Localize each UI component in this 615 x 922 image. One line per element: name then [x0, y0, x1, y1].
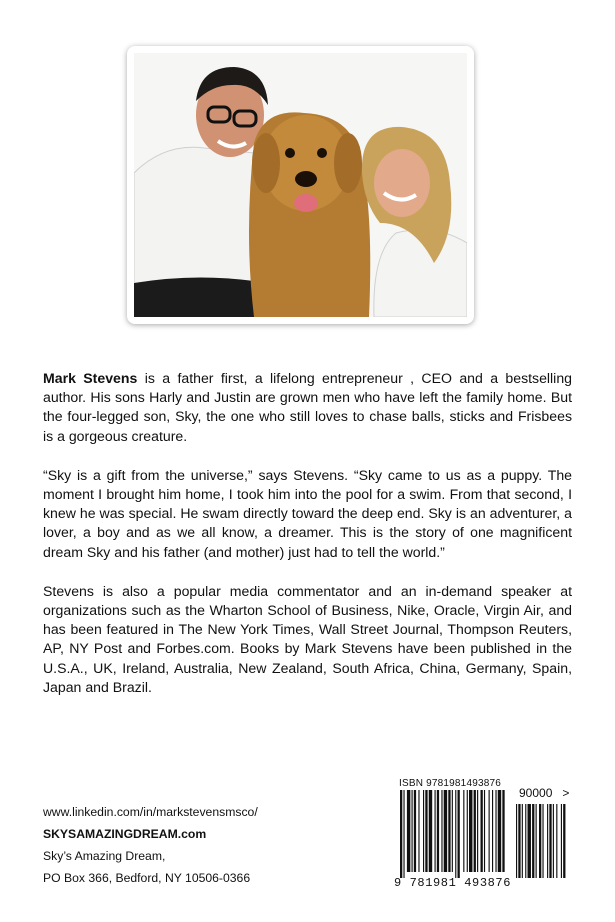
barcode-addon-bar: [542, 804, 543, 878]
barcode-addon-bar: [563, 804, 565, 878]
author-bio: [43, 369, 572, 717]
isbn-label: ISBN 9781981493876: [399, 778, 502, 789]
bio-paragraph-2: “Sky is a gift from the universe,” says Stevens. “Sky came to us as a puppy. The moment I brought him home, I took him into the pool for a swim. From that second, I knew he was special. He swam directly toward the deep end. Sky is an adventurer, a lover, a boy and as we all know, a dreamer. This is the story of one magnificent dream Sky and his father (and mother) just had to tell the world.”: [43, 466, 572, 560]
barcode-bar: [407, 790, 410, 872]
barcode-addon-bar: [532, 804, 534, 878]
barcode-addon-bar: [525, 804, 526, 878]
barcode-bar: [414, 790, 416, 872]
bio-paragraph-1-text: is a father first, a lifelong entrepreneur , CEO and a bestselling author. His sons Harly and Justin are grown men who have left the family home. But the four-legged son, Sky, the one who still loves to chase balls, sticks and Frisbees is a gorgeous creature.: [43, 370, 572, 444]
barcode-bar: [481, 790, 483, 872]
barcode-addon-bar: [561, 804, 562, 878]
barcode-addon-bar: [553, 804, 554, 878]
barcode-bar: [458, 790, 460, 878]
barcode-bar: [498, 790, 501, 872]
barcode-addon-bar: [549, 804, 551, 878]
barcode-bar: [400, 790, 402, 878]
barcode-bar: [435, 790, 436, 872]
barcode-bar: [452, 790, 453, 872]
barcode-bar: [477, 790, 478, 872]
barcode-bar: [489, 790, 490, 872]
barcode-bar: [412, 790, 413, 872]
barcode-addon-code: 90000: [519, 786, 553, 800]
barcode-bar: [425, 790, 427, 872]
barcode-bar: [448, 790, 450, 872]
barcode-addon-bar: [547, 804, 548, 878]
bio-paragraph-3: Stevens is also a popular media commentator and an in-demand speaker at organizations such as the Wharton School of Business, Nike, Oracle, Virgin Air, and has been featured in The New York Times, Wall Street Journal, Thompson Reuters, AP, NY Post and Forbes.com. Books by Mark Stevens have been published in the U.S.A., UK, Ireland, Australia, New Zealand, South Africa, China, Germany, Spain, Japan and Brazil.: [43, 582, 572, 695]
isbn-digits: 9 781981 493876: [394, 876, 512, 890]
contact-name: Sky’s Amazing Dream,: [43, 849, 166, 863]
isbn-barcode: [392, 776, 597, 899]
barcode-bar: [423, 790, 424, 872]
barcode-addon-bar: [536, 804, 537, 878]
barcode-bar: [502, 790, 504, 872]
barcode-bar: [474, 790, 476, 872]
barcode-bar: [444, 790, 447, 872]
author-name: Mark Stevens: [43, 370, 138, 386]
barcode-addon-bar: [556, 804, 557, 878]
author-photo: [134, 53, 467, 317]
barcode-addon-bar: [528, 804, 531, 878]
contact-address: PO Box 366, Bedford, NY 10506-0366: [43, 871, 251, 885]
barcode-bar: [495, 790, 496, 872]
barcode-addon-bar: [539, 804, 541, 878]
contact-block: [43, 801, 258, 889]
barcode-bar: [455, 790, 456, 878]
barcode-bar: [467, 790, 468, 872]
bio-paragraph-1: [43, 369, 572, 446]
barcode-bar: [429, 790, 432, 872]
barcode-addon-bar: [522, 804, 523, 878]
barcode-bar: [463, 790, 464, 872]
barcode-addon-arrow: >: [562, 786, 570, 800]
barcode-bar: [469, 790, 472, 872]
barcode-bar: [484, 790, 485, 872]
barcode-bar: [441, 790, 442, 872]
barcode-addon-bar: [516, 804, 517, 878]
website-link[interactable]: SKYSAMAZINGDREAM.com: [43, 827, 207, 841]
barcode-bar: [492, 790, 493, 872]
linkedin-link[interactable]: www.linkedin.com/in/markstevensmsco/: [43, 805, 258, 819]
barcode-bar: [437, 790, 439, 872]
barcode-bar: [403, 790, 404, 878]
barcode-addon-bar: [518, 804, 520, 878]
barcode-bar: [418, 790, 419, 872]
author-photo-frame: [127, 46, 474, 324]
